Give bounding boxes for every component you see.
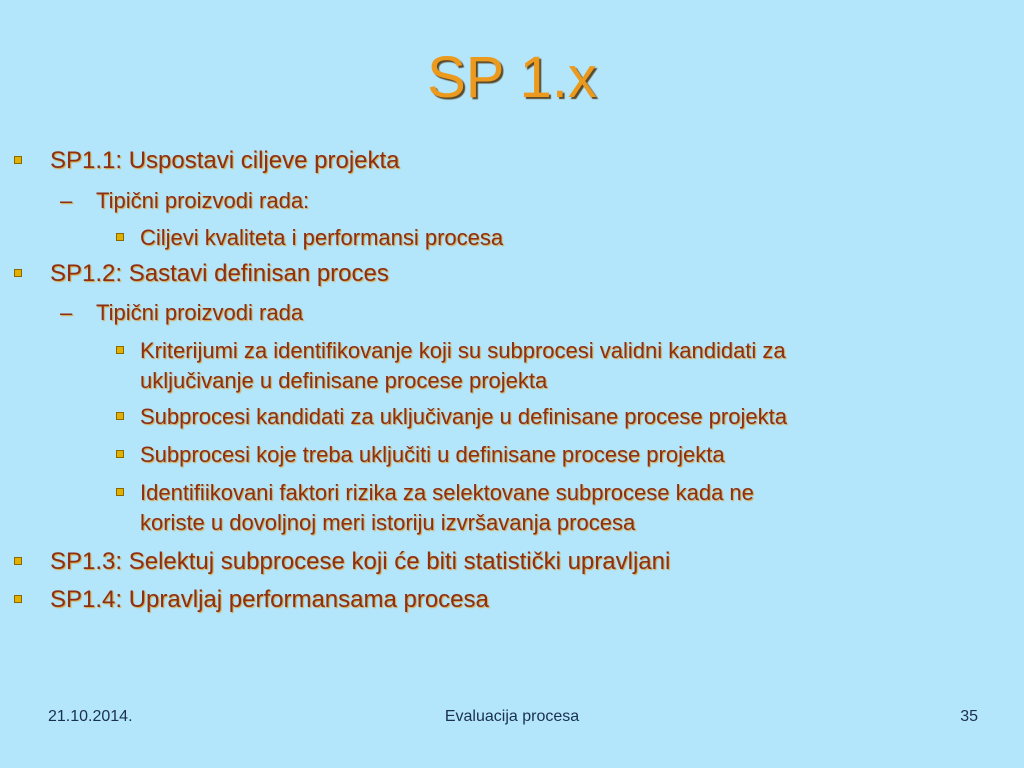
item-text: : Upravljaj performansama procesa	[115, 586, 489, 613]
footer-date: 21.10.2014.	[48, 708, 133, 725]
item-label: SP1.2	[50, 260, 116, 287]
list-item-level3	[140, 440, 725, 470]
bullet-square-icon	[14, 557, 22, 565]
item-label: SP1.3	[50, 548, 116, 575]
bullet-square-icon	[116, 346, 124, 354]
item-text: Tipični proizvodi rada:	[96, 188, 310, 213]
footer-title: Evaluacija procesa	[444, 708, 580, 725]
item-text: Identifiikovani faktori rizika za selektovane subprocese kada ne	[140, 480, 754, 505]
list-item-level1	[50, 259, 389, 289]
item-text: Ciljevi kvaliteta i performansi procesa	[140, 225, 504, 250]
list-item-level1	[50, 585, 489, 615]
item-text: Subprocesi kandidati za uključivanje u definisane procese projekta	[140, 404, 787, 429]
item-text: : Selektuj subprocese koji će biti statistički upravljani	[115, 548, 671, 575]
slide-title: SP 1.x	[427, 45, 597, 110]
item-text: : Sastavi definisan proces	[115, 260, 389, 287]
bullet-square-icon	[14, 156, 22, 164]
list-item-level3	[140, 336, 786, 396]
list-item-level1	[50, 146, 400, 176]
item-text-continued: uključivanje u definisane procese projekta	[140, 368, 548, 393]
bullet-square-icon	[14, 269, 22, 277]
footer-page-number: 35	[960, 708, 978, 725]
list-item-level3	[140, 223, 503, 253]
list-item-level1	[50, 547, 670, 577]
list-item-level3	[140, 478, 754, 538]
item-text: Subprocesi koje treba uključiti u definisane procese projekta	[140, 442, 725, 467]
bullet-square-icon	[14, 595, 22, 603]
item-label: SP1.4	[50, 586, 116, 613]
bullet-square-icon	[116, 412, 124, 420]
dash-bullet-icon: –	[60, 188, 73, 213]
bullet-square-icon	[116, 488, 124, 496]
dash-bullet-icon: –	[60, 300, 73, 325]
list-item-level2	[96, 299, 303, 327]
bullet-square-icon	[116, 450, 124, 458]
bullet-square-icon	[116, 233, 124, 241]
list-item-level3	[140, 402, 787, 432]
list-item-level2	[96, 187, 309, 215]
item-text: Kriterijumi za identifikovanje koji su subprocesi validni kandidati za	[140, 338, 786, 363]
item-text: Tipični proizvodi rada	[96, 300, 304, 325]
item-text-continued: koriste u dovoljnoj meri istoriju izvršavanja procesa	[140, 510, 636, 535]
item-label: SP1.1	[50, 147, 116, 174]
item-text: : Uspostavi ciljeve projekta	[115, 147, 400, 174]
